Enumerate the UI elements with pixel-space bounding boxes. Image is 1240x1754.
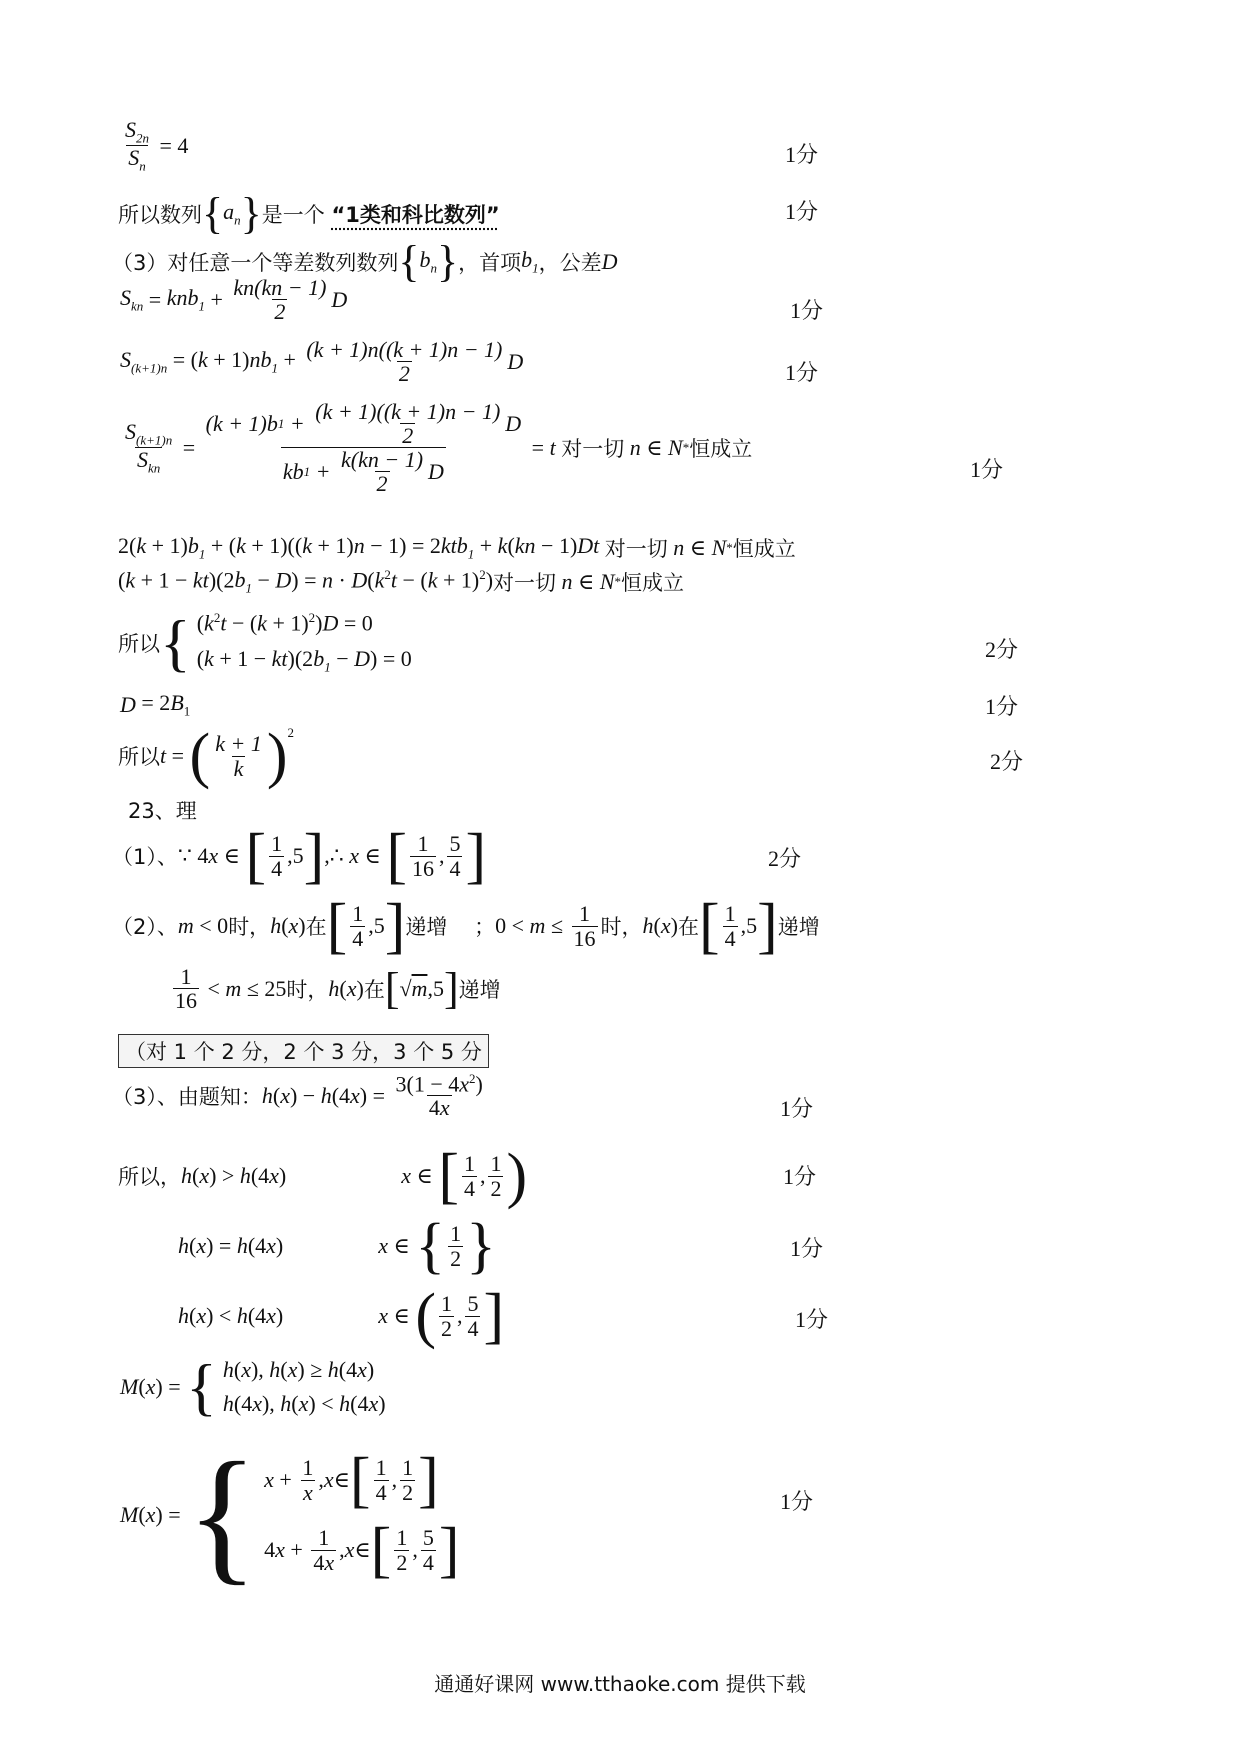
eq-part3: （3）、由题知： h (x) − h(4x) = $\frac{3(1 - 4x^2)}{4x}$ [112,1071,483,1121]
eq-case-equal: h (x) = h(4x) x ∈ { $\frac{1}{2}$ } [178,1212,496,1280]
eq-ratio-s2n-sn: $\frac{S_{2n}}{S_n}$ = 4 [125,117,189,174]
score: 1分 [985,694,1019,719]
question-23: 23、理 [128,799,197,823]
grading-note: （对 1 个 2 分，2 个 3 分，3 个 5 分 [118,1034,489,1068]
score: 1分 [783,1164,817,1189]
score: 1分 [780,1096,814,1121]
score: 2分 [985,637,1019,662]
score: 1分 [785,142,819,167]
score: 2分 [768,846,802,871]
eq-part2-b: $\frac{1}{16}$ < m ≤ 25 时， h (x) 在 [ √m,5 ] 递增 [175,963,501,1014]
footer: 通通好课网 www.tthaoke.com 提供下载 [434,1672,806,1696]
score: 1分 [970,457,1004,482]
eq-case-greater: 所以， h (x) > h(4x) x ∈ [ $\frac{1}{4}$ , $\frac{1}{2}$ ) [118,1142,528,1210]
eq-ratio-t: $\frac{S_{(k+1)n}}{S_{kn}}$ = (k + 1)b 1 + $\frac{(k + 1)((k + 1)n - 1)}{2}$ D kb 1 + $\frac{k(kn - 1)}{2}$ D = t 对一切 n ∈ N * 恒成立 [125,399,753,497]
eq-case-less: h (x) < h(4x) x ∈ ( $\frac{1}{2}$ , $\frac{5}{4}$ ] [178,1282,505,1350]
score: 1分 [795,1307,829,1332]
eq-part2-a: （2）、 m < 0 时， h (x) 在 [ $\frac{1}{4}$ ,5 ] 递增 ； 0 < m ≤ $\frac{1}{16}$ 时， h (x) 在 [ $\frac{1}{4}$ ,5 ] 递增 [112,892,820,960]
part3-intro: （3）对任意一个等差数列数列 { $b_n$ } ，首项 $b_1$ ，公差 D [112,237,618,286]
score: 1分 [780,1489,814,1514]
eq-mx-2: M (x) = { x + $\frac{1}{x}$ , x ∈ [ $\frac{1}{4}$ , $\frac{1}{2}$ ] 4 x + $\frac{1}{4x}$ , x ∈ [ $\frac{1}{2}$ , $\frac{5}{4}$ ] [120,1432,460,1598]
score: 1分 [790,1236,824,1261]
score: 1分 [785,360,819,385]
eq-d: D = $2B_1$ [120,690,191,719]
eq-expanded-2: $(k + 1 - kt)(2b_1 - D) = n \cdot D(k^2t - (k + 1)^2)$ 对一切 n ∈ N * 恒成立 [118,567,684,596]
eq-sk1n: $S_{(k+1)n}$ = $(k + 1)nb_1$ + $\frac{(k + 1)n((k + 1)n - 1)}{2}$ D [120,337,524,387]
eq-t: 所以 t = ( $\frac{k + 1}{k}$ ) $^2$ [118,722,294,790]
conclusion-line: 所以数列 { $a_n$ } 是一个 “1类和科比数列” [118,189,500,238]
score: 2分 [990,749,1024,774]
score: 1分 [790,298,824,323]
eq-part1: （1）、 ∵ 4x ∈ [ $\frac{1}{4}$ ,5 ] ,∴ x ∈ [ $\frac{1}{16}$ , $\frac{5}{4}$ ] [112,822,487,890]
eq-system: 所以 { $(k^2t - (k + 1)^2)D = 0$ $(k + 1 - kt)(2b_1 - D) = 0$ [118,606,412,678]
class-name: “1类和科比数列” [331,203,500,227]
eq-mx-1: M (x) = { h(x), h(x) ≥ h(4x) h(4x), h(x) < h(4x) [120,1351,386,1422]
score: 1分 [785,199,819,224]
eq-expanded-1: $2(k + 1)b_1 + (k + 1)((k + 1)n - 1) = 2ktb_1 + k(kn - 1)Dt$ 对一切 n ∈ N * 恒成立 [118,533,796,562]
eq-skn: $S_{kn}$ = knb$_1$ + $\frac{kn(kn - 1)}{2}$ D [120,275,348,325]
